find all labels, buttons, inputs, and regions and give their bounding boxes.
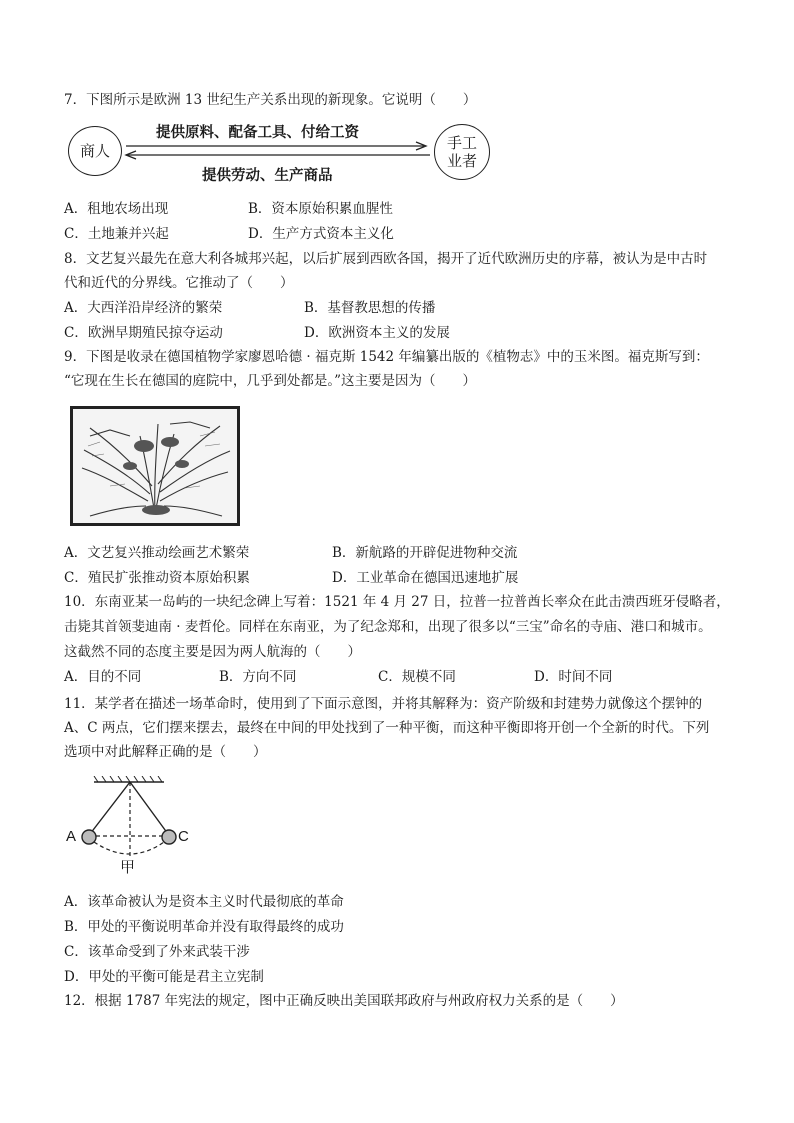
q8-stem-line1: 8．文艺复兴最先在意大利各城邦兴起，以后扩展到西欧各国，揭开了近代欧洲历史的序幕，被认为是中古时 xyxy=(64,251,708,267)
q10-stem-line3: 这截然不同的态度主要是因为两人航海的（ ） xyxy=(64,644,361,660)
q11-option-d: D．甲处的平衡可能是君主立宪制 xyxy=(64,969,264,985)
q7-option-b: B．资本原始积累血腥性 xyxy=(248,201,393,217)
artisan-label-line1: 手工 xyxy=(446,134,477,152)
q11-option-b: B．甲处的平衡说明革命并没有取得最终的成功 xyxy=(64,919,344,935)
label-jia: 甲 xyxy=(120,858,136,876)
q11-stem-line3: 选项中对此解释正确的是（ ） xyxy=(64,744,267,760)
q7-option-d: D．生产方式资本主义化 xyxy=(248,226,394,242)
q10-option-c: C．规模不同 xyxy=(378,669,456,685)
swing-arc xyxy=(94,842,164,854)
bottom-arrow-label: 提供劳动、生产商品 xyxy=(202,167,333,184)
q8-option-b: B．基督教思想的传播 xyxy=(304,300,436,316)
q11-stem-line2: A、C 两点，它们摆来摆去，最终在中间的甲处找到了一种平衡，而这种平衡即将开创一个全新的时代。下列 xyxy=(64,720,710,736)
q12-stem: 12．根据 1787 年宪法的规定，图中正确反映出美国联邦政府与州政府权力关系的是（ ） xyxy=(64,993,624,1009)
artisan-label-line2: 业者 xyxy=(446,152,477,170)
q10-option-d: D．时间不同 xyxy=(534,669,613,685)
q8-stem-line2: 代和近代的分界线。它推动了（ ） xyxy=(64,275,294,291)
q10-stem-line2: 击毙其首领斐迪南 · 麦哲伦。同样在东南亚，为了纪念郑和，出现了很多以“三宝”命名的寺庙、港口和城市。 xyxy=(64,619,712,635)
q8-option-a: A．大西洋沿岸经济的繁荣 xyxy=(64,300,223,316)
q11-option-a: A．该革命被认为是资本主义时代最彻底的革命 xyxy=(64,894,344,910)
corn-woodcut-illustration xyxy=(70,406,240,526)
q8-option-d: D．欧洲资本主义的发展 xyxy=(304,325,450,341)
pendulum-string-right xyxy=(130,782,168,834)
q11-option-c: C．该革命受到了外来武装干涉 xyxy=(64,944,250,960)
q7-option-a: A．租地农场出现 xyxy=(64,201,169,217)
pendulum-diagram xyxy=(64,776,194,876)
q10-option-b: B．方向不同 xyxy=(219,669,297,685)
label-a: A xyxy=(66,828,77,845)
q9-option-a: A．文艺复兴推动绘画艺术繁荣 xyxy=(64,545,250,561)
q9-stem-line2: “它现在生长在德国的庭院中，几乎到处都是。”这主要是因为（ ） xyxy=(64,373,477,389)
bob-c xyxy=(162,830,176,844)
q8-option-c: C．欧洲早期殖民掠夺运动 xyxy=(64,325,223,341)
q7-diagram xyxy=(64,120,504,182)
merchant-label: 商人 xyxy=(79,142,110,160)
q10-option-a: A．目的不同 xyxy=(64,669,142,685)
q9-option-b: B．新航路的开辟促进物种交流 xyxy=(332,545,518,561)
top-arrow-label: 提供原料、配备工具、付给工资 xyxy=(156,124,359,141)
q9-option-c: C．殖民扩张推动资本原始积累 xyxy=(64,570,250,586)
q11-stem-line1: 11．某学者在描述一场革命时，使用到了下面示意图，并将其解释为：资产阶级和封建势力就像这个摆钟的 xyxy=(64,696,703,712)
q7-option-c: C．土地兼并兴起 xyxy=(64,226,169,242)
q9-stem-line1: 9．下图是收录在德国植物学家廖恩哈德 · 福克斯 1542 年编纂出版的《植物志》中的玉米图。福克斯写到： xyxy=(64,349,709,365)
q9-option-d: D．工业革命在德国迅速地扩展 xyxy=(332,570,519,586)
bob-a xyxy=(82,830,96,844)
pendulum-string-left xyxy=(90,782,130,834)
label-c: C xyxy=(178,828,189,845)
q7-stem: 7．下图所示是欧洲 13 世纪生产关系出现的新现象。它说明（ ） xyxy=(64,92,477,108)
q10-stem-line1: 10．东南亚某一岛屿的一块纪念碑上写着：1521 年 4 月 27 日，拉普一拉普酋长率众在此击溃西班牙侵略者， xyxy=(64,594,730,610)
